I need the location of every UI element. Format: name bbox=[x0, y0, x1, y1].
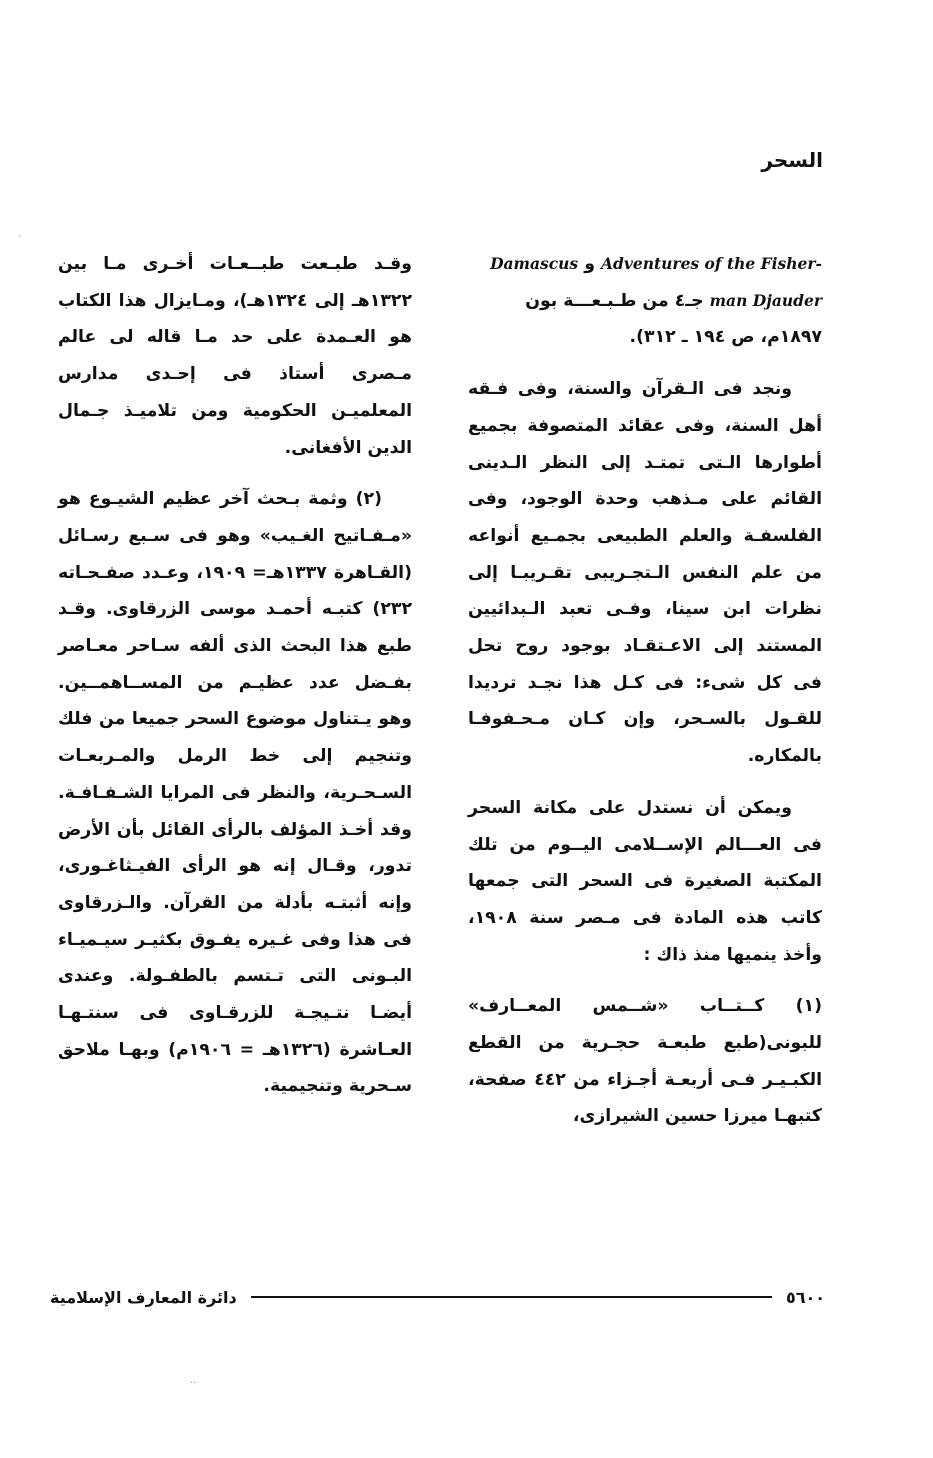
paragraph-editions: وقـد طبـعت طبــعـات أخـرى مـا بين ١٣٢٢هـ إلى ١٣٢٤هـ)، ومـايزال هذا الكتاب هو العـمدة على حد مـا قاله لى عالم مـصرى أستاذ فى إحـدى مدارس المعلميـن الحكومية ومن تلاميـذ جـمال الدين الأفغانى. bbox=[58, 254, 412, 458]
latin-title-part-1: Adventures of the Fisher- bbox=[600, 254, 822, 273]
page-number: ٥٦٠٠ bbox=[785, 1287, 825, 1307]
latin-title-part-3: man Djauder bbox=[709, 290, 822, 310]
left-column bbox=[58, 246, 412, 1120]
reference-line-1 bbox=[468, 246, 822, 283]
paragraph-mafatih-al-ghayb: (٢) وثمة بـحث آخر عظيم الشيـوع هو «مـفـاتيح الغـيب» وهو فى سـبع رسـائل (القـاهرة ١٣٣٧هـ= ١٩٠٩، وعـدد صفـحـاته ٢٣٢) كتبـه أحمـد موسى الزرقاوى. وقـد طبع هذا البحث الذى ألفه سـاحر معـاصر بفـضل عدد عظيـم من المســاهمــين. وهو يـتناول موضوع السحر جميعا من فلك وتنجيم إلى خط الرمل والمـربعـات السـحـرية، والنظر فى المرايا الشـفـافـة. وقد أخـذ المؤلف بالرأى القائل بأن الأرض تدور، وقـال إنه هو الرأى الفيـثاغـورى، وإنه أثبتـه بأدلة من القرآن. والـزرقاوى فى هذا وفى غـيره يفـوق بكثيـر سيـميـاء البـونى التى تـتسم بالطفـولة. وعندى أيضـا نتـيجـة للزرقـاوى فى سنتـهـا العـاشرة (١٣٢٦هـ = ١٩٠٦م) وبهـا ملاحق سـحرية وتنجيمية. bbox=[58, 489, 412, 1097]
right-column bbox=[468, 246, 822, 1150]
journal-title: دائرة المعارف الإسلامية bbox=[50, 1287, 237, 1307]
paragraph-shams-al-maarif: (١) كــتــاب «شــمس المعــارف» للبونى(طبع طبعـة حجـرية من القطع الكبـيـر فـى أربعـة أجـزاء من ٤٤٢ صفحة، كتبهـا ميرزا حسين الشيرازى، bbox=[468, 996, 823, 1127]
paragraph-magic-library: ويمكن أن نستدل على مكانة السحر فى العـــالم الإســلامى اليــوم من تلك المكتبة الصغيرة فى السحر التى جمعها كاتب هذه المادة فى مـصر سنة ١٩٠٨، وأخذ ينميها منذ ذاك : bbox=[468, 797, 822, 965]
reference-paragraph bbox=[468, 246, 822, 356]
footer-divider bbox=[251, 1296, 772, 1298]
paragraph-magic-in-quran: ونجد فى الـقرآن والسنة، وفى فـقه أهل السنة، وفى عقائد المتصوفة بجميع أطوارها الـتى تمتـد إلى النظر الـدينى القائم على مـذهب وحدة الوجود، وفى الفلسفـة والعلم الطبيعى بجمـيع أنواعه من علم النفس الـتجـريبى تقـريبـا إلى نظرات ابن سينا، وفـى تعبد الـبدائيين المستند إلى الاعـتقـاد بوجود روح تحل فى كل شىء: فى كـل هذا نجـد ترديدا للقـول بالسـحر، وإن كـان مـحـفوفـا بالمكاره. bbox=[468, 379, 822, 767]
page-footer bbox=[50, 1282, 825, 1312]
page-title: السحر bbox=[761, 148, 823, 172]
scan-speck: ·· bbox=[190, 1378, 197, 1389]
reference-line-3: ١٨٩٧م، ص ١٩٤ ـ ٣١٢). bbox=[629, 327, 822, 348]
conjunction: و bbox=[584, 254, 595, 274]
reference-edition: جـ٤ من طـبـعـــة بون bbox=[525, 290, 704, 311]
latin-title-part-2: Damascus bbox=[490, 254, 579, 273]
reference-line-2 bbox=[468, 283, 822, 320]
scan-speck: · bbox=[18, 232, 22, 243]
